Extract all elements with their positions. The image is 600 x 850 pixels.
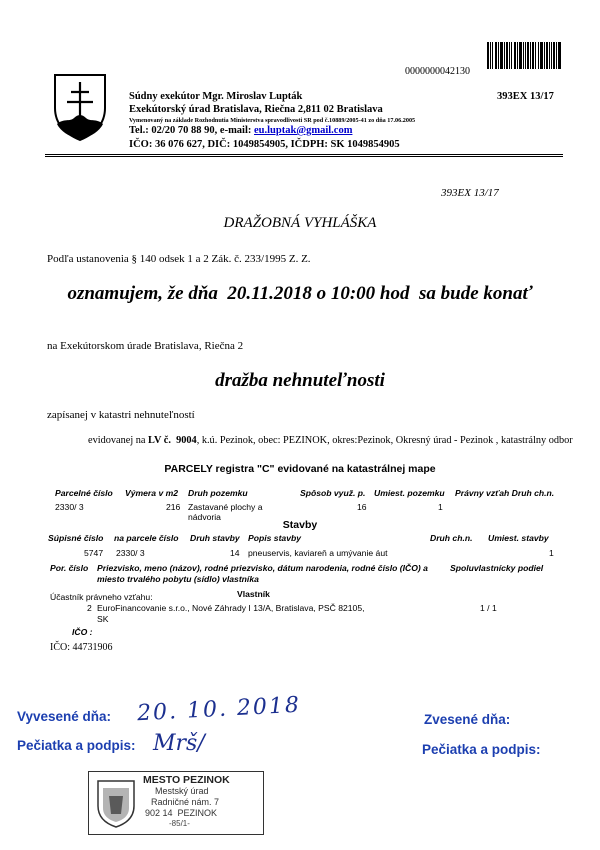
parcel-number-value: 2330/ 3	[55, 502, 84, 512]
owner-ico-label: IČO :	[72, 627, 93, 637]
auction-announcement: oznamujem, že dňa 20.11.2018 o 10:00 hod sa bude konať	[67, 283, 533, 304]
participant-label: Účastník právneho vzťahu:	[50, 592, 153, 602]
header-divider-2	[45, 156, 563, 157]
cadastre-line: zapísanej v katastri nehnuteľností	[47, 409, 195, 421]
col-land-type: Druh pozemku	[188, 488, 248, 498]
case-reference-header: 393EX 13/17	[497, 91, 554, 102]
col-owner-details-2: miesto trvalého pobytu (sídlo) vlastníka	[97, 574, 259, 584]
col-on-parcel: na parcele číslo	[114, 533, 179, 543]
stamp-line-4: 902 14 PEZINOK	[145, 808, 218, 818]
stamp-line-1: MESTO PEZINOK	[143, 774, 230, 786]
stamp-signature-label-right: Pečiatka a podpis:	[422, 742, 541, 757]
supis-value: 5747	[84, 548, 104, 558]
parcel-land-type-value-1: Zastavané plochy a	[188, 502, 263, 512]
owner-share-value: 1 / 1	[480, 603, 497, 613]
executor-name: Súdny exekútor Mgr. Miroslav Lupták	[129, 91, 303, 102]
parcel-area-value: 216	[166, 502, 181, 512]
col-area: Výmera v m2	[125, 488, 179, 498]
header-divider	[45, 154, 563, 155]
parcel-placement-value: 1	[438, 502, 443, 512]
col-protected: Druh ch.n.	[430, 533, 473, 543]
owner-name-line-1: EuroFinancovanie s.r.o., Nové Záhrady I 13/A, Bratislava, PSČ 82105,	[97, 603, 365, 613]
parcels-section-title: PARCELY registra "C" evidované na katastrálnej mape	[164, 463, 436, 475]
removed-date-label: Zvesené dňa:	[424, 712, 511, 727]
lv-suffix: , k.ú. Pezinok, obec: PEZINOK, okres:Pezinok, Okresný úrad - Pezinok , katastrálny odbor	[196, 435, 573, 446]
signature: Mrš/	[153, 731, 205, 756]
building-placement-value: 1	[549, 548, 554, 558]
barcode	[487, 42, 561, 69]
city-stamp	[88, 771, 264, 835]
lv-number: LV č. 9004	[148, 435, 197, 446]
buildings-section-title: Stavby	[282, 519, 318, 531]
ids-line: IČO: 36 076 627, DIČ: 1049854905, IČDPH: SK 1049854905	[129, 139, 400, 150]
document-number: 0000000042130	[405, 66, 470, 77]
parcel-usage-value: 16	[357, 502, 367, 512]
col-parcel-number: Parcelné číslo	[55, 488, 113, 498]
col-building-placement: Umiest. stavby	[488, 533, 549, 543]
posted-date-label: Vyvesené dňa:	[17, 709, 112, 724]
lv-prefix: evidovanej na	[88, 435, 149, 446]
city-crest-icon	[95, 778, 137, 828]
owner-name-line-2: SK	[97, 614, 109, 624]
stamp-line-3: Radničné nám. 7	[151, 797, 220, 807]
building-type-value: 14	[230, 548, 240, 558]
col-placement: Umiest. pozemku	[374, 488, 445, 498]
contact-line	[129, 125, 352, 136]
col-legal-relation: Právny vzťah Druh ch.n.	[455, 488, 555, 498]
case-reference: 393EX 13/17	[441, 187, 499, 199]
owner-row-number: 2	[87, 603, 92, 613]
document-title: DRAŽOBNÁ VYHLÁŠKA	[223, 215, 377, 231]
col-owner-details-1: Priezvisko, meno (názov), rodné priezvisko, dátum narodenia, rodné číslo (IČO) a	[97, 563, 428, 573]
col-supis-number: Súpisné číslo	[48, 533, 104, 543]
email-link[interactable]: eu.luptak@gmail.com	[254, 125, 353, 136]
parcel-land-type-value-2: nádvoria	[188, 512, 221, 522]
lv-line	[88, 435, 573, 446]
on-parcel-value: 2330/ 3	[116, 548, 145, 558]
col-share: Spoluvlastnícky podiel	[450, 563, 544, 573]
posted-date-handwritten: 20. 10. 2018	[136, 692, 302, 727]
legal-basis: Podľa ustanovenia § 140 odsek 1 a 2 Zák. č. 233/1995 Z. Z.	[47, 253, 311, 265]
phone-label: Tel.: 02/20 70 88 90, e-mail:	[129, 125, 255, 136]
auction-subject: dražba nehnuteľnosti	[215, 370, 385, 391]
owner-ico-value: IČO: 44731906	[50, 642, 113, 653]
appointment-note: Vymenovaný na základe Rozhodnutia Ministerstva spravodlivosti SR pod č.10889/2005-41 zo dňa 17.06.2005	[129, 117, 416, 124]
owner-label: Vlastník	[237, 589, 270, 599]
building-desc-value: pneuservis, kaviareň a umývanie áut	[248, 548, 388, 558]
stamp-line-5: -85/1-	[169, 819, 190, 828]
auction-place: na Exekútorskom úrade Bratislava, Riečna 2	[47, 340, 244, 352]
col-building-desc: Popis stavby	[248, 533, 302, 543]
col-building-type: Druh stavby	[190, 533, 240, 543]
stamp-line-2: Mestský úrad	[155, 786, 209, 796]
col-order-number: Por. číslo	[50, 563, 89, 573]
office-address: Exekútorský úrad Bratislava, Riečna 2,811 02 Bratislava	[129, 104, 383, 115]
col-usage: Spôsob využ. p.	[300, 488, 366, 498]
stamp-signature-label-left: Pečiatka a podpis:	[17, 738, 136, 753]
coat-of-arms-emblem	[52, 72, 108, 142]
